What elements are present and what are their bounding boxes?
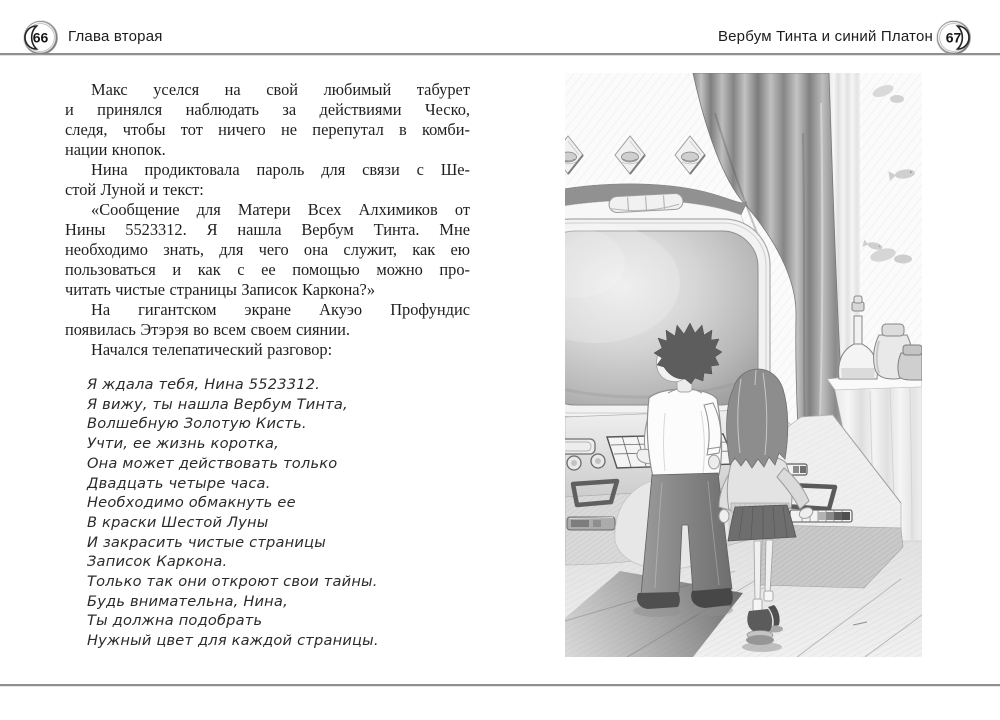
paragraph [65,200,470,300]
text-line: и принялся наблюдать за действиями Ческо, [65,100,470,119]
poem-line: Учти, ее жизнь коротка, [87,435,279,453]
poem-line: Нужный цвет для каждой страницы. [87,632,379,650]
paragraph [65,300,470,340]
footer-divider [0,684,1000,686]
poem-line: Двадцать четыре часа. [87,474,271,492]
running-title-left: Глава вторая [68,28,163,45]
poem-line: Волшебную Золотую Кисть. [87,415,307,433]
vent-grille [609,193,684,213]
illustration-svg [565,73,922,657]
text-line: нации кнопок. [65,140,166,159]
text-line: появилась Этэрэя во всем своем сиянии. [65,320,350,339]
page-number-left: 66 [32,29,49,46]
poem-line: Необходимо обмакнуть ее [87,494,296,512]
paragraph [65,80,470,160]
long-hair [727,369,788,468]
poem-line: Я ждала тебя, Нина 5523312. [87,376,321,393]
text-line: необходимо знать, для чего она служит, как ею [65,240,470,259]
telepathic-poem [65,375,470,651]
page-number-badge-right [936,20,971,55]
text-line: стой Луной и текст: [65,180,204,199]
poem-line: Я вижу, ты нашла Вербум Тинта, [87,395,348,413]
text-line: Нина продиктовала пароль для связи с Ше- [91,160,470,179]
text-line: Макс уселся на свой любимый табурет [91,80,470,99]
poem-line: Она может действовать только [87,454,338,472]
paragraph [65,160,470,200]
header-divider [0,53,1000,55]
illustration-children-at-giant-screen [565,73,922,657]
paragraph [65,340,470,360]
poem-line: Только так они откроют свои тайны. [87,573,378,591]
text-line: «Сообщение для Матери Всех Алхимиков от [91,200,470,219]
poem-line: Будь внимательна, Нина, [87,592,288,610]
text-line: Начался телепатический разговор: [91,340,333,359]
text-line: Нины 5523312. Я нашла Вербум Тинта. Мне [65,220,470,239]
text-line: пользоваться и как с ее помощью можно про- [65,260,470,279]
poem-line: И закрасить чистые страницы [87,533,326,551]
text-line: следя, чтобы тот ничего не перепутал в комби- [65,120,470,139]
text-line: На гигантском экране Акуэо Профундис [91,300,470,319]
left-page-text [65,80,470,651]
page-number-badge-left [23,20,58,55]
poem-line: Записок Каркона. [87,553,228,571]
page-number-right: 67 [945,29,962,46]
poem-line: Ты должна подобрать [87,612,263,630]
text-line: читать чистые страницы Записок Каркона?» [65,280,376,299]
poem-line: В краски Шестой Луны [87,513,269,531]
running-title-right: Вербум Тинта и синий Платон [717,28,933,45]
